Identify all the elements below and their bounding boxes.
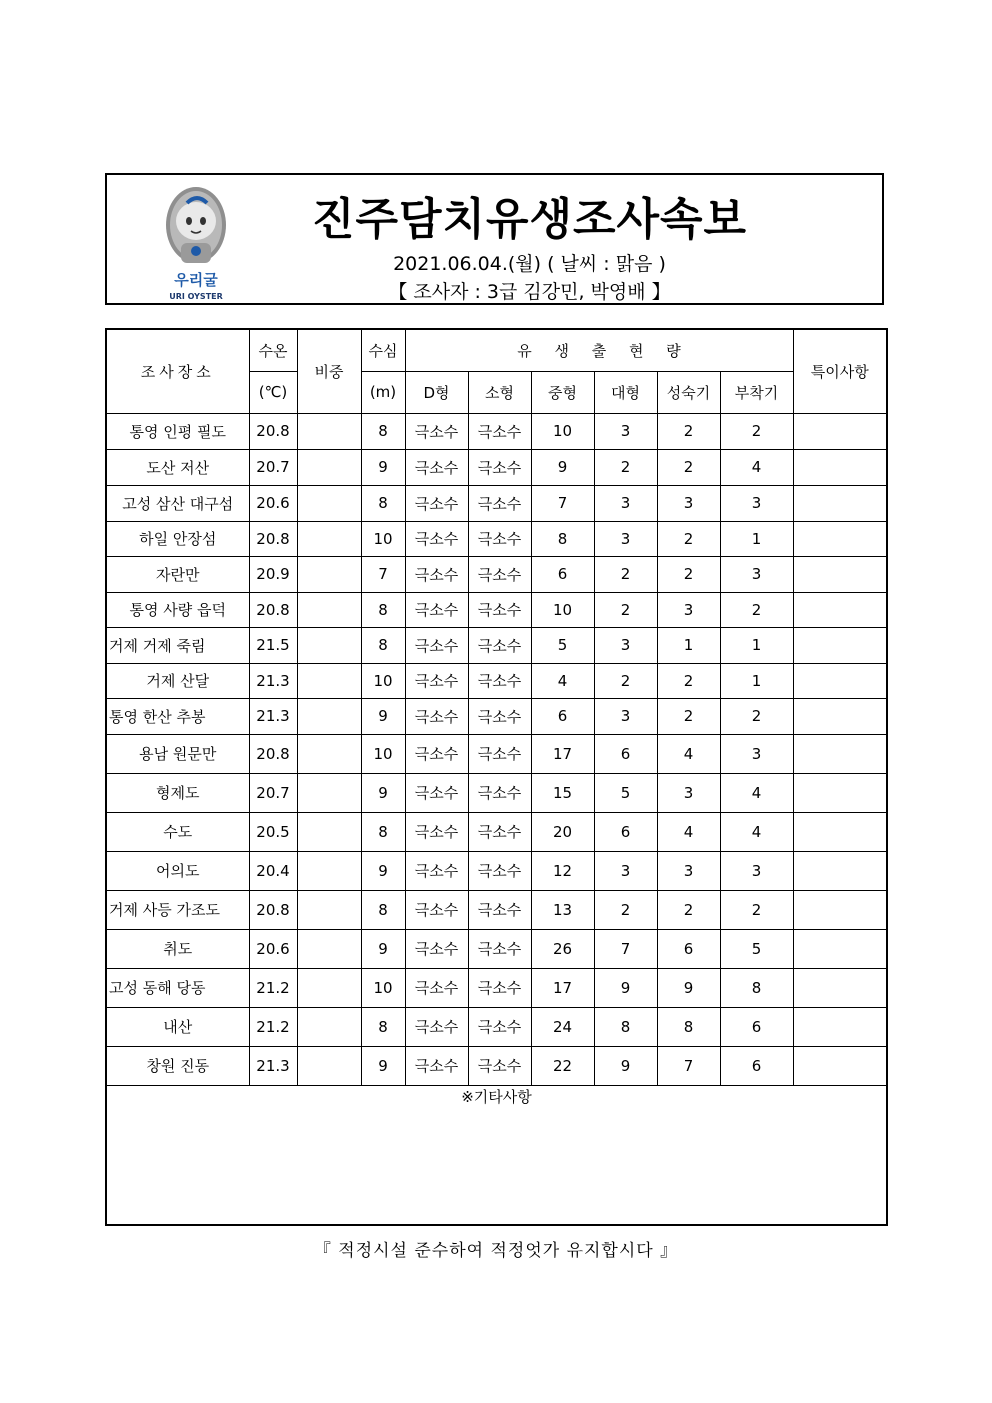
survey-rows (106, 413, 887, 1085)
table-row (106, 1007, 887, 1046)
cell-water-temp: 21.2 (249, 968, 297, 1007)
cell-depth: 8 (361, 812, 405, 851)
cell-depth: 10 (361, 968, 405, 1007)
cell-specific-gravity (297, 968, 361, 1007)
cell-large: 7 (594, 929, 657, 968)
report-date-weather: 2021.06.04.(월) ( 날씨 : 맑음 ) (393, 253, 666, 275)
cell-attached: 3 (720, 485, 793, 521)
cell-d-type: 극소수 (405, 663, 468, 698)
table-row (106, 627, 887, 663)
cell-specific-gravity (297, 627, 361, 663)
cell-medium: 10 (531, 413, 594, 449)
cell-medium: 24 (531, 1007, 594, 1046)
cell-d-type: 극소수 (405, 734, 468, 773)
cell-water-temp: 21.5 (249, 627, 297, 663)
cell-d-type: 극소수 (405, 812, 468, 851)
cell-d-type: 극소수 (405, 1007, 468, 1046)
cell-specific-gravity (297, 1046, 361, 1085)
cell-d-type: 극소수 (405, 485, 468, 521)
cell-depth: 9 (361, 698, 405, 734)
page-title: 진주담치유생조사속보 (311, 194, 748, 245)
header-depth-unit: (m) (361, 371, 405, 413)
cell-mature: 7 (657, 1046, 720, 1085)
cell-water-temp: 21.3 (249, 1046, 297, 1085)
cell-medium: 10 (531, 592, 594, 627)
cell-d-type: 극소수 (405, 627, 468, 663)
cell-location: 고성 동해 당동 (106, 968, 249, 1007)
cell-note (793, 413, 887, 449)
cell-large: 3 (594, 521, 657, 556)
cell-water-temp: 20.6 (249, 485, 297, 521)
cell-mature: 3 (657, 592, 720, 627)
cell-location: 거제 사등 가조도 (106, 890, 249, 929)
cell-note (793, 627, 887, 663)
cell-location: 창원 진동 (106, 1046, 249, 1085)
cell-small: 극소수 (468, 521, 531, 556)
header-mature: 성숙기 (657, 371, 720, 413)
cell-specific-gravity (297, 592, 361, 627)
table-row (106, 449, 887, 485)
cell-large: 2 (594, 449, 657, 485)
cell-depth: 9 (361, 1046, 405, 1085)
cell-specific-gravity (297, 851, 361, 890)
cell-water-temp: 21.2 (249, 1007, 297, 1046)
cell-note (793, 485, 887, 521)
cell-small: 극소수 (468, 851, 531, 890)
cell-small: 극소수 (468, 592, 531, 627)
cell-depth: 8 (361, 627, 405, 663)
header-small: 소형 (468, 371, 531, 413)
cell-note (793, 773, 887, 812)
cell-large: 3 (594, 627, 657, 663)
cell-specific-gravity (297, 890, 361, 929)
cell-depth: 10 (361, 734, 405, 773)
cell-note (793, 521, 887, 556)
cell-specific-gravity (297, 449, 361, 485)
cell-medium: 8 (531, 521, 594, 556)
cell-large: 6 (594, 734, 657, 773)
table-row (106, 1046, 887, 1085)
cell-specific-gravity (297, 663, 361, 698)
cell-note (793, 890, 887, 929)
cell-attached: 4 (720, 773, 793, 812)
cell-d-type: 극소수 (405, 929, 468, 968)
cell-depth: 9 (361, 449, 405, 485)
cell-water-temp: 20.7 (249, 773, 297, 812)
table-row (106, 556, 887, 592)
cell-medium: 26 (531, 929, 594, 968)
table-row (106, 485, 887, 521)
cell-attached: 3 (720, 851, 793, 890)
cell-d-type: 극소수 (405, 968, 468, 1007)
svg-text:URI OYSTER: URI OYSTER (169, 292, 223, 301)
cell-depth: 10 (361, 663, 405, 698)
cell-location: 어의도 (106, 851, 249, 890)
cell-attached: 2 (720, 413, 793, 449)
cell-large: 2 (594, 663, 657, 698)
cell-medium: 15 (531, 773, 594, 812)
cell-small: 극소수 (468, 663, 531, 698)
cell-specific-gravity (297, 734, 361, 773)
cell-mature: 8 (657, 1007, 720, 1046)
cell-attached: 3 (720, 734, 793, 773)
cell-note (793, 812, 887, 851)
cell-large: 2 (594, 890, 657, 929)
surveyor-info: 【 조사자 : 3급 김강민, 박영배 】 (388, 281, 671, 303)
cell-depth: 9 (361, 929, 405, 968)
cell-attached: 2 (720, 890, 793, 929)
cell-water-temp: 20.8 (249, 592, 297, 627)
table-row (106, 890, 887, 929)
cell-water-temp: 20.9 (249, 556, 297, 592)
cell-small: 극소수 (468, 556, 531, 592)
cell-location: 통영 인평 필도 (106, 413, 249, 449)
cell-d-type: 극소수 (405, 413, 468, 449)
cell-specific-gravity (297, 556, 361, 592)
cell-d-type: 극소수 (405, 698, 468, 734)
cell-mature: 6 (657, 929, 720, 968)
cell-note (793, 556, 887, 592)
cell-depth: 8 (361, 1007, 405, 1046)
cell-medium: 7 (531, 485, 594, 521)
cell-attached: 6 (720, 1046, 793, 1085)
cell-attached: 5 (720, 929, 793, 968)
cell-depth: 8 (361, 413, 405, 449)
report-header (105, 173, 884, 305)
cell-medium: 22 (531, 1046, 594, 1085)
cell-d-type: 극소수 (405, 1046, 468, 1085)
table-row (106, 851, 887, 890)
cell-note (793, 929, 887, 968)
cell-specific-gravity (297, 812, 361, 851)
table-row (106, 413, 887, 449)
cell-location: 통영 사량 읍덕 (106, 592, 249, 627)
cell-mature: 2 (657, 449, 720, 485)
larvae-survey-table (105, 328, 888, 1226)
cell-water-temp: 20.7 (249, 449, 297, 485)
cell-location: 내산 (106, 1007, 249, 1046)
cell-medium: 12 (531, 851, 594, 890)
cell-small: 극소수 (468, 968, 531, 1007)
cell-location: 취도 (106, 929, 249, 968)
cell-d-type: 극소수 (405, 773, 468, 812)
cell-depth: 8 (361, 592, 405, 627)
header-large: 대형 (594, 371, 657, 413)
cell-mature: 3 (657, 773, 720, 812)
cell-mature: 4 (657, 734, 720, 773)
cell-attached: 1 (720, 663, 793, 698)
cell-mature: 2 (657, 521, 720, 556)
cell-small: 극소수 (468, 1046, 531, 1085)
cell-note (793, 968, 887, 1007)
cell-note (793, 592, 887, 627)
cell-small: 극소수 (468, 413, 531, 449)
cell-small: 극소수 (468, 1007, 531, 1046)
cell-location: 거제 거제 죽림 (106, 627, 249, 663)
cell-specific-gravity (297, 698, 361, 734)
table-row (106, 663, 887, 698)
cell-large: 5 (594, 773, 657, 812)
cell-attached: 6 (720, 1007, 793, 1046)
cell-large: 3 (594, 413, 657, 449)
cell-medium: 6 (531, 698, 594, 734)
cell-medium: 6 (531, 556, 594, 592)
cell-depth: 8 (361, 890, 405, 929)
other-notes: ※기타사항 (106, 1085, 887, 1225)
cell-location: 형제도 (106, 773, 249, 812)
cell-small: 극소수 (468, 773, 531, 812)
cell-note (793, 698, 887, 734)
cell-specific-gravity (297, 1007, 361, 1046)
cell-medium: 5 (531, 627, 594, 663)
cell-note (793, 851, 887, 890)
cell-small: 극소수 (468, 812, 531, 851)
cell-large: 6 (594, 812, 657, 851)
cell-water-temp: 21.3 (249, 663, 297, 698)
cell-specific-gravity (297, 773, 361, 812)
cell-location: 하일 안장섬 (106, 521, 249, 556)
cell-note (793, 1007, 887, 1046)
cell-mature: 2 (657, 698, 720, 734)
cell-depth: 9 (361, 851, 405, 890)
table-row (106, 698, 887, 734)
table-row (106, 592, 887, 627)
cell-small: 극소수 (468, 485, 531, 521)
cell-small: 극소수 (468, 627, 531, 663)
cell-water-temp: 20.4 (249, 851, 297, 890)
cell-location: 용남 원문만 (106, 734, 249, 773)
cell-specific-gravity (297, 413, 361, 449)
cell-specific-gravity (297, 929, 361, 968)
cell-large: 3 (594, 485, 657, 521)
cell-depth: 8 (361, 485, 405, 521)
cell-attached: 2 (720, 592, 793, 627)
slogan: 『 적정시설 준수하여 적정엇가 유지합시다 』 (313, 1241, 679, 1261)
cell-mature: 3 (657, 485, 720, 521)
header-water-temp: 수온 (249, 329, 297, 371)
cell-water-temp: 20.8 (249, 890, 297, 929)
cell-d-type: 극소수 (405, 556, 468, 592)
cell-mature: 4 (657, 812, 720, 851)
header-depth: 수심 (361, 329, 405, 371)
cell-location: 자란만 (106, 556, 249, 592)
cell-depth: 10 (361, 521, 405, 556)
header-specific-gravity: 비중 (297, 329, 361, 413)
table-row (106, 521, 887, 556)
table-row (106, 773, 887, 812)
header-location: 조사장소 (106, 329, 249, 413)
header-attached: 부착기 (720, 371, 793, 413)
cell-medium: 4 (531, 663, 594, 698)
table-row (106, 929, 887, 968)
cell-small: 극소수 (468, 698, 531, 734)
cell-small: 극소수 (468, 929, 531, 968)
header-temp-unit: (℃) (249, 371, 297, 413)
cell-medium: 20 (531, 812, 594, 851)
cell-large: 3 (594, 851, 657, 890)
cell-mature: 9 (657, 968, 720, 1007)
cell-note (793, 734, 887, 773)
cell-note (793, 663, 887, 698)
cell-medium: 9 (531, 449, 594, 485)
cell-water-temp: 21.3 (249, 698, 297, 734)
table-row (106, 812, 887, 851)
cell-mature: 3 (657, 851, 720, 890)
cell-location: 고성 삼산 대구섬 (106, 485, 249, 521)
cell-location: 도산 저산 (106, 449, 249, 485)
cell-attached: 1 (720, 521, 793, 556)
cell-water-temp: 20.6 (249, 929, 297, 968)
cell-note (793, 449, 887, 485)
cell-d-type: 극소수 (405, 851, 468, 890)
cell-depth: 7 (361, 556, 405, 592)
header-larvae-occurrence: 유 생 출 현 량 (405, 329, 793, 371)
cell-attached: 4 (720, 812, 793, 851)
cell-small: 극소수 (468, 449, 531, 485)
cell-attached: 4 (720, 449, 793, 485)
cell-large: 9 (594, 1046, 657, 1085)
cell-d-type: 극소수 (405, 890, 468, 929)
cell-specific-gravity (297, 485, 361, 521)
cell-attached: 3 (720, 556, 793, 592)
cell-medium: 17 (531, 968, 594, 1007)
cell-medium: 13 (531, 890, 594, 929)
cell-attached: 2 (720, 698, 793, 734)
cell-water-temp: 20.8 (249, 413, 297, 449)
cell-large: 9 (594, 968, 657, 1007)
cell-medium: 17 (531, 734, 594, 773)
cell-attached: 8 (720, 968, 793, 1007)
cell-d-type: 극소수 (405, 521, 468, 556)
table-row (106, 734, 887, 773)
cell-location: 수도 (106, 812, 249, 851)
header-d-type: D형 (405, 371, 468, 413)
table-row (106, 968, 887, 1007)
cell-small: 극소수 (468, 734, 531, 773)
cell-location: 거제 산달 (106, 663, 249, 698)
cell-d-type: 극소수 (405, 592, 468, 627)
cell-small: 극소수 (468, 890, 531, 929)
cell-d-type: 극소수 (405, 449, 468, 485)
cell-large: 2 (594, 592, 657, 627)
cell-attached: 1 (720, 627, 793, 663)
cell-mature: 2 (657, 663, 720, 698)
cell-mature: 1 (657, 627, 720, 663)
cell-mature: 2 (657, 890, 720, 929)
cell-specific-gravity (297, 521, 361, 556)
cell-location: 통영 한산 추봉 (106, 698, 249, 734)
cell-water-temp: 20.8 (249, 734, 297, 773)
cell-note (793, 1046, 887, 1085)
cell-large: 3 (594, 698, 657, 734)
cell-large: 8 (594, 1007, 657, 1046)
header-notes: 특이사항 (793, 329, 887, 413)
cell-large: 2 (594, 556, 657, 592)
cell-water-temp: 20.5 (249, 812, 297, 851)
cell-water-temp: 20.8 (249, 521, 297, 556)
cell-mature: 2 (657, 556, 720, 592)
header-medium: 중형 (531, 371, 594, 413)
svg-text:우리굴: 우리굴 (174, 271, 218, 289)
cell-mature: 2 (657, 413, 720, 449)
cell-depth: 9 (361, 773, 405, 812)
